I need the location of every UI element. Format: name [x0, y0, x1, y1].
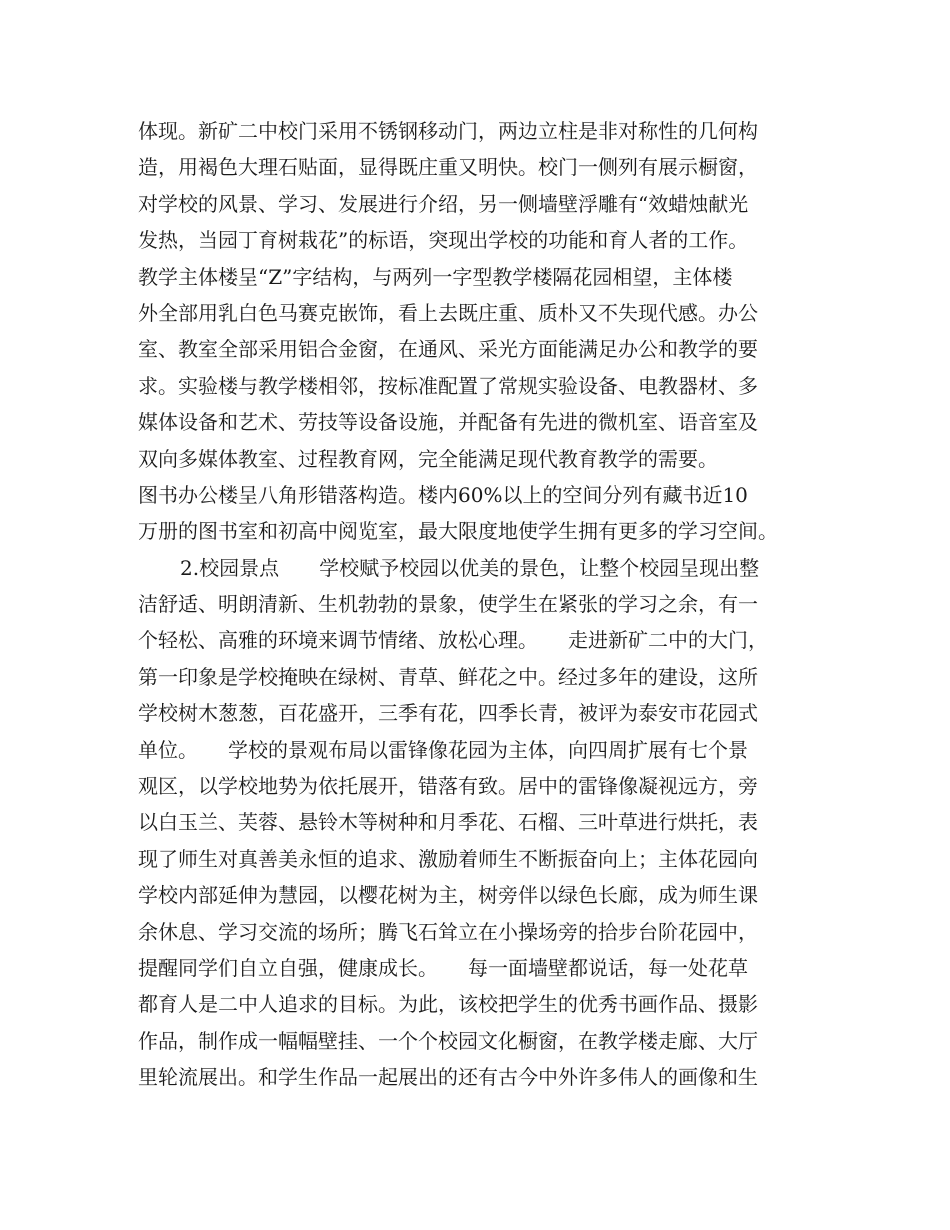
- text-line: 以白玉兰、芙蓉、悬铃木等树种和月季花、石榴、三叶草进行烘托，表: [138, 810, 758, 835]
- text-line: 造，用褐色大理石贴面，显得既庄重又明快。校门一侧列有展示橱窗，: [138, 155, 758, 180]
- text-line: 图书办公楼呈八角形错落构造。楼内60%以上的空间分列有藏书近10: [138, 482, 748, 507]
- text-line: 外全部用乳白色马赛克嵌饰，看上去既庄重、质朴又不失现代感。办公: [138, 300, 758, 325]
- text-line: 万册的图书室和初高中阅览室，最大限度地使学生拥有更多的学习空间。: [138, 519, 778, 544]
- text-line: 第一印象是学校掩映在绿树、青草、鲜花之中。经过多年的建设，这所: [138, 664, 758, 689]
- text-line: 洁舒适、明朗清新、生机勃勃的景象，使学生在紧张的学习之余，有一: [138, 592, 758, 617]
- text-line: 媒体设备和艺术、劳技等设备设施，并配备有先进的微机室、语音室及: [138, 410, 758, 435]
- text-line: 里轮流展出。和学生作品一起展出的还有古今中外许多伟人的画像和生: [138, 1065, 758, 1090]
- section-heading-line: 2.校园景点 学校赋予校园以优美的景色，让整个校园呈现出整: [180, 555, 760, 580]
- text-line: 作品，制作成一幅幅壁挂、一个个校园文化橱窗，在教学楼走廊、大厅: [138, 1028, 758, 1053]
- text-line: 余休息、学习交流的场所；腾飞石耸立在小操场旁的拾步台阶花园中，: [138, 919, 758, 944]
- text-line: 对学校的风景、学习、发展进行介绍，另一侧墙壁浮雕有“效蜡烛献光: [138, 191, 749, 216]
- text-line: 都育人是二中人追求的目标。为此，该校把学生的优秀书画作品、摄影: [138, 992, 758, 1017]
- body-text: [138, 113, 828, 1096]
- text-line: 求。实验楼与教学楼相邻，按标准配置了常规实验设备、电教器材、多: [138, 373, 758, 398]
- text-line: 观区，以学校地势为依托展开，错落有致。居中的雷锋像凝视远方，旁: [138, 774, 758, 799]
- text-line: 单位。 学校的景观布局以雷锋像花园为主体，向四周扩展有七个景: [138, 737, 748, 762]
- text-line: 学校内部延伸为慧园，以樱花树为主，树旁伴以绿色长廊，成为师生课: [138, 883, 758, 908]
- text-line: 室、教室全部采用铝合金窗，在通风、采光方面能满足办公和教学的要: [138, 337, 758, 362]
- text-line: 双向多媒体教室、过程教育网，完全能满足现代教育教学的需要。: [138, 446, 718, 471]
- text-line: 个轻松、高雅的环境来调节情绪、放松心理。 走进新矿二中的大门，: [138, 628, 768, 653]
- text-line: 教学主体楼呈“Z”字结构，与两列一字型教学楼隔花园相望，主体楼: [138, 264, 733, 289]
- text-line: 提醒同学们自立自强，健康成长。 每一面墙壁都说话，每一处花草: [138, 955, 748, 980]
- text-line: 现了师生对真善美永恒的追求、激励着师生不断振奋向上；主体花园向: [138, 846, 758, 871]
- text-line: 体现。新矿二中校门采用不锈钢移动门，两边立柱是非对称性的几何构: [138, 119, 758, 143]
- text-line: 学校树木葱葱，百花盛开，三季有花，四季长青，被评为泰安市花园式: [138, 701, 758, 726]
- text-line: 发热，当园丁育树栽花”的标语，突现出学校的功能和育人者的工作。: [138, 228, 749, 253]
